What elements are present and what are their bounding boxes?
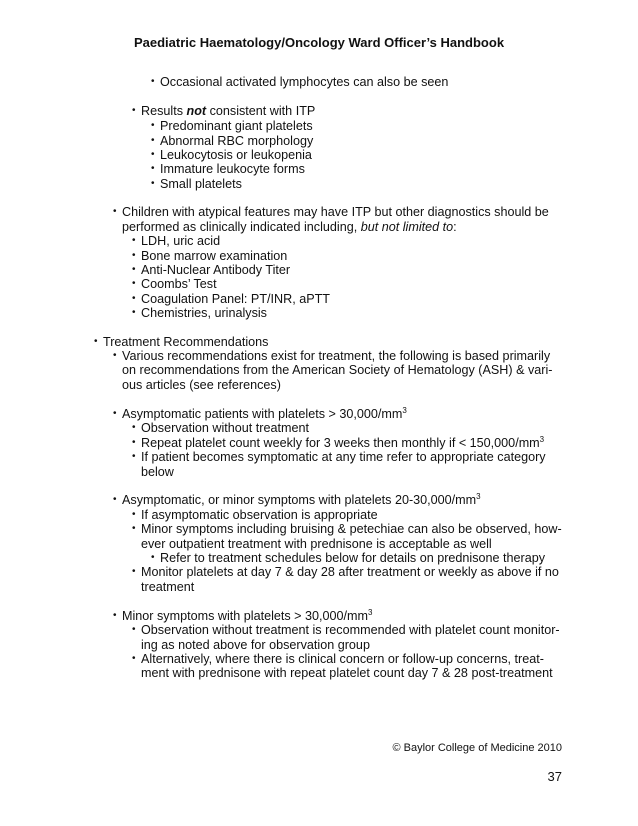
bullet-icon: • (132, 307, 136, 318)
bullet-icon: • (151, 552, 155, 563)
bullet-icon: • (113, 494, 117, 505)
bullet-icon: • (113, 408, 117, 419)
bullet-icon: • (94, 336, 98, 347)
text-segment: Asymptomatic patients with platelets > 30,000/mm (122, 407, 403, 421)
text-segment: Minor symptoms including bruising & petechiae can also be observed, how- (141, 522, 562, 536)
text-segment: Occasional activated lymphocytes can also be seen (160, 75, 449, 89)
footer-copyright: © Baylor College of Medicine 2010 (392, 742, 562, 754)
text-segment: Bone marrow examination (141, 249, 288, 263)
text-line (122, 407, 407, 422)
bullet-icon: • (132, 264, 136, 275)
text-line (141, 263, 290, 278)
bullet-icon: • (132, 278, 136, 289)
bullet-icon: • (113, 610, 117, 621)
text-line (141, 277, 217, 292)
text-segment: Observation without treatment is recommended with platelet count monitor- (141, 623, 560, 637)
text-segment: but not limited to (360, 220, 454, 234)
text-segment: Minor symptoms with platelets > 30,000/mm (122, 609, 369, 623)
text-segment: Chemistries, urinalysis (141, 306, 267, 320)
text-segment: Small platelets (160, 177, 242, 191)
text-segment: Refer to treatment schedules below for details on prednisone therapy (160, 551, 546, 565)
text-segment: Leukocytosis or leukopenia (160, 148, 312, 162)
bullet-icon: • (132, 566, 136, 577)
text-line (141, 306, 267, 321)
text-segment: ment with prednisone with repeat platelet count day 7 & 28 post-treatment (141, 666, 553, 680)
text-line (141, 537, 492, 552)
text-segment: Predominant giant platelets (160, 119, 313, 133)
text-line (122, 205, 549, 220)
text-segment: on recommendations from the American Society of Hematology (ASH) & vari- (122, 363, 553, 377)
text-segment: Children with atypical features may have ITP but other diagnostics should be (122, 205, 549, 219)
text-segment: Results (141, 104, 187, 118)
bullet-icon: • (113, 350, 117, 361)
text-segment: : (453, 220, 457, 234)
superscript: 3 (402, 406, 407, 415)
text-line (160, 177, 242, 192)
text-line (141, 234, 220, 249)
bullet-icon: • (132, 509, 136, 520)
bullet-icon: • (132, 105, 136, 116)
text-line (141, 465, 174, 480)
bullet-icon: • (132, 451, 136, 462)
page-header-title: Paediatric Haematology/Oncology Ward Officer’s Handbook (133, 35, 505, 50)
text-line (141, 652, 544, 667)
superscript: 3 (476, 492, 481, 501)
text-line (160, 134, 313, 149)
text-segment: Asymptomatic, or minor symptoms with platelets 20-30,000/mm (122, 493, 477, 507)
text-line (141, 623, 560, 638)
text-segment: not (186, 104, 207, 118)
text-segment: Coombs’ Test (141, 277, 217, 291)
bullet-icon: • (132, 523, 136, 534)
text-line (141, 292, 330, 307)
text-segment: Alternatively, where there is clinical concern or follow-up concerns, treat- (141, 652, 544, 666)
bullet-icon: • (151, 149, 155, 160)
text-segment: Immature leukocyte forms (160, 162, 305, 176)
bullet-icon: • (132, 624, 136, 635)
bullet-icon: • (113, 206, 117, 217)
bullet-icon: • (151, 163, 155, 174)
bullet-icon: • (132, 653, 136, 664)
text-line (122, 363, 552, 378)
text-line (122, 493, 481, 508)
text-segment: Anti-Nuclear Antibody Titer (141, 263, 291, 277)
text-line (141, 249, 287, 264)
bullet-icon: • (151, 178, 155, 189)
text-line (122, 378, 281, 393)
text-line (141, 421, 309, 436)
text-line (141, 580, 194, 595)
text-segment: treatment (141, 580, 195, 594)
text-segment: Various recommendations exist for treatment, the following is based primarily (122, 349, 551, 363)
text-line (160, 75, 448, 90)
text-line (160, 119, 313, 134)
text-segment: ing as noted above for observation group (141, 638, 370, 652)
bullet-icon: • (151, 135, 155, 146)
text-segment: Repeat platelet count weekly for 3 weeks then monthly if < 150,000/mm (141, 436, 540, 450)
text-segment: LDH, uric acid (141, 234, 221, 248)
text-line (160, 551, 545, 566)
text-line (141, 638, 370, 653)
text-line (103, 335, 268, 350)
text-segment: If patient becomes symptomatic at any time refer to appropriate category (141, 450, 546, 464)
bullet-icon: • (151, 120, 155, 131)
bullet-icon: • (132, 235, 136, 246)
bullet-icon: • (132, 250, 136, 261)
text-segment: Coagulation Panel: PT/INR, aPTT (141, 292, 330, 306)
text-line (122, 220, 457, 235)
text-line (122, 609, 372, 624)
text-segment: consistent with ITP (206, 104, 316, 118)
text-line (160, 162, 305, 177)
page-number: 37 (547, 769, 562, 784)
text-line (141, 436, 544, 451)
text-line (141, 565, 559, 580)
text-segment: Observation without treatment (141, 421, 309, 435)
text-segment: ever outpatient treatment with prednisone is acceptable as well (141, 537, 492, 551)
bullet-icon: • (132, 293, 136, 304)
bullet-icon: • (132, 422, 136, 433)
text-segment: performed as clinically indicated including, (122, 220, 361, 234)
text-segment: Monitor platelets at day 7 & day 28 after treatment or weekly as above if no (141, 565, 559, 579)
text-line (141, 522, 562, 537)
text-line (122, 349, 550, 364)
text-line (141, 104, 315, 119)
text-line (141, 666, 553, 681)
text-segment: Treatment Recommendations (103, 335, 269, 349)
superscript: 3 (368, 608, 373, 617)
bullet-icon: • (132, 437, 136, 448)
text-segment: Abnormal RBC morphology (160, 134, 314, 148)
superscript: 3 (539, 435, 545, 444)
text-line (141, 508, 378, 523)
text-line (160, 148, 312, 163)
bullet-icon: • (151, 76, 155, 87)
text-segment: ous articles (see references) (122, 378, 281, 392)
text-segment: If asymptomatic observation is appropriate (141, 508, 378, 522)
text-line (141, 450, 546, 465)
text-segment: below (141, 465, 174, 479)
